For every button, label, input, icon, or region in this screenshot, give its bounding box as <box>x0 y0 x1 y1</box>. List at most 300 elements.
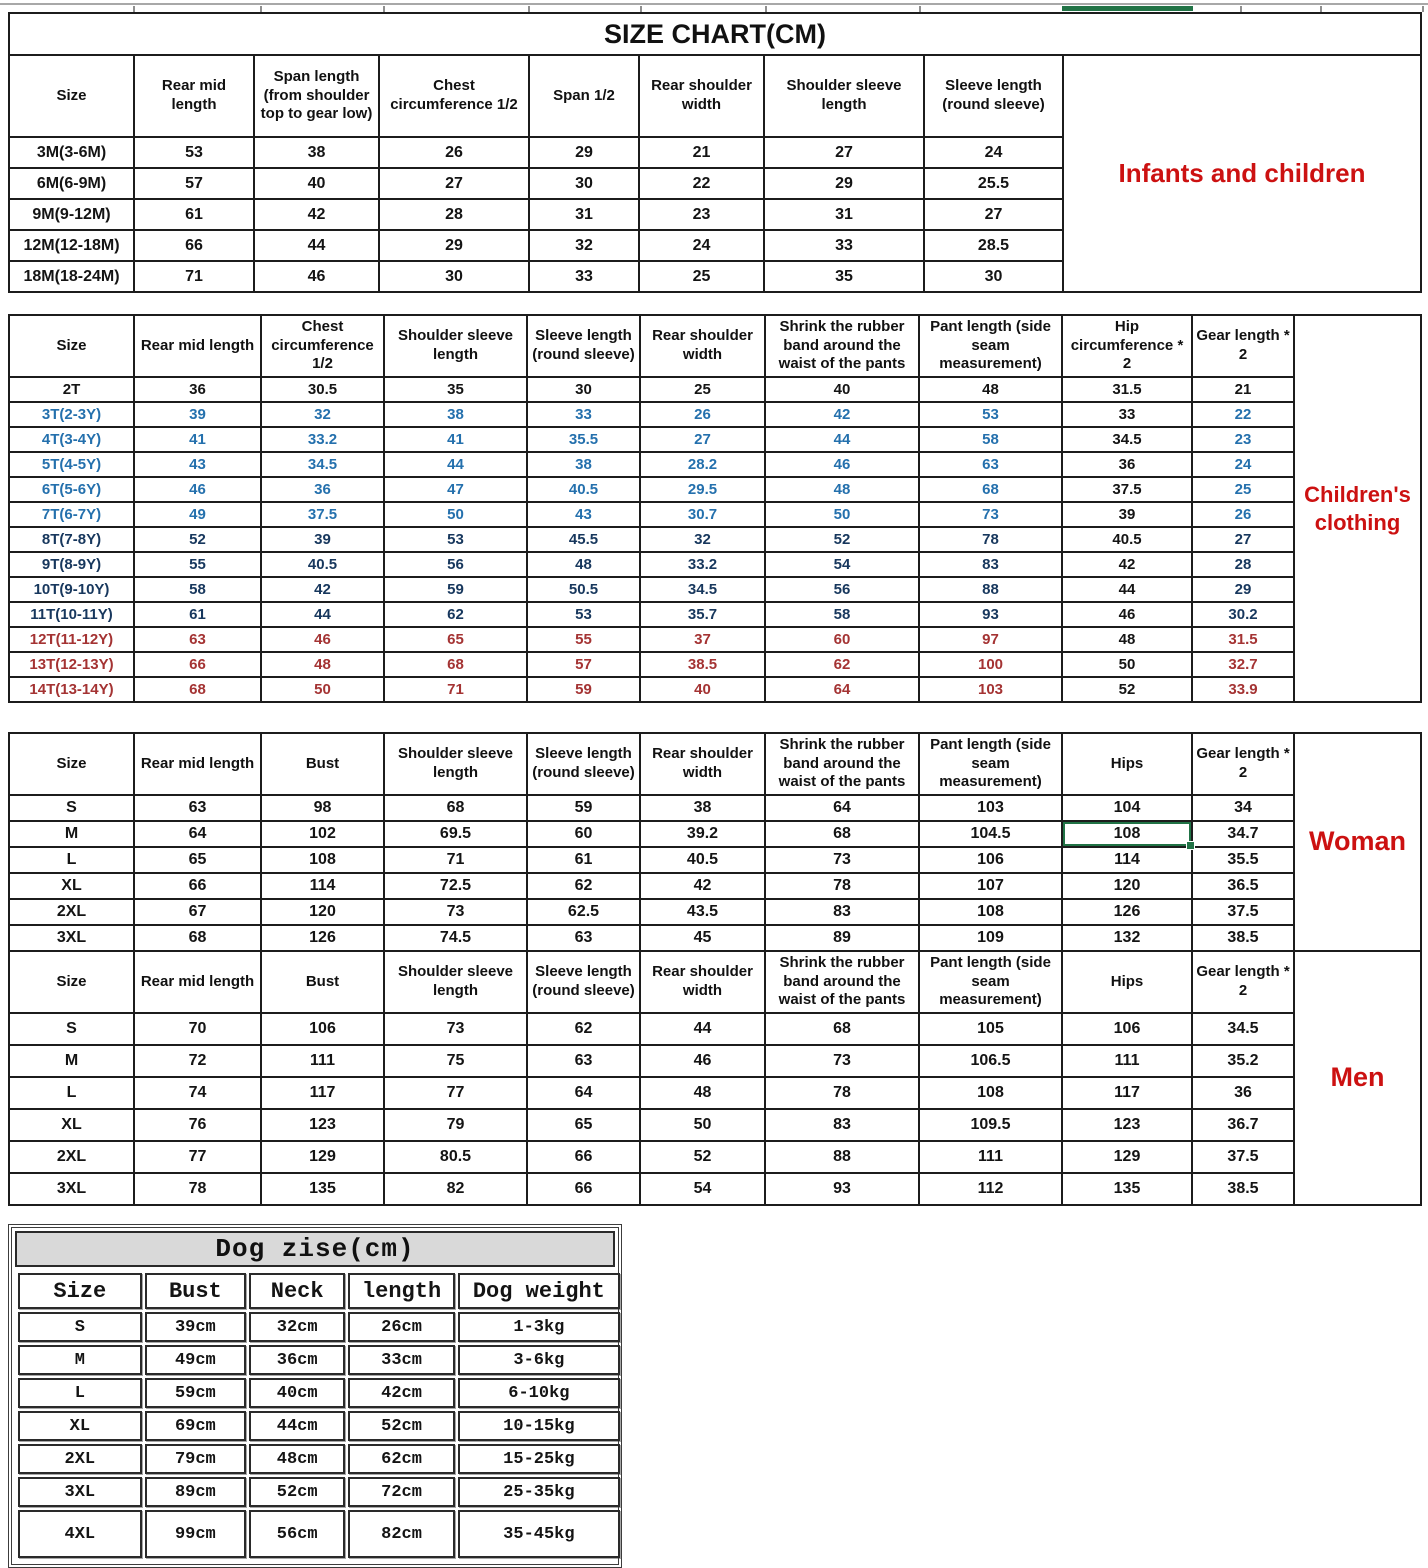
column-header: Chest circumference 1/2 <box>379 55 529 137</box>
table-row <box>9 402 1294 427</box>
table-cell: 44cm <box>249 1411 345 1441</box>
table-cell: 78 <box>919 527 1062 552</box>
table-cell: 52cm <box>249 1477 345 1507</box>
table-cell: 3XL <box>9 1173 134 1205</box>
table-row <box>9 899 1294 925</box>
table-row <box>9 261 1063 292</box>
table-cell: 53 <box>134 137 254 168</box>
table-cell: 50 <box>765 502 919 527</box>
table-cell: 52 <box>134 527 261 552</box>
table-cell: 58 <box>134 577 261 602</box>
men-section-label: Men <box>1293 950 1422 1206</box>
table-cell: 55 <box>134 552 261 577</box>
table-cell: S <box>18 1312 142 1342</box>
table-cell: 63 <box>134 795 261 821</box>
header-row <box>18 1273 620 1309</box>
table-cell: 59 <box>384 577 527 602</box>
table-cell: 100 <box>919 652 1062 677</box>
table-cell: 46 <box>1062 602 1192 627</box>
table-row <box>9 1173 1294 1205</box>
table-cell: 45.5 <box>527 527 640 552</box>
table-cell: 46 <box>765 452 919 477</box>
table-cell: 61 <box>134 199 254 230</box>
column-header: Size <box>9 55 134 137</box>
table-cell: 39 <box>1062 502 1192 527</box>
table-row <box>9 1045 1294 1077</box>
table-cell: 64 <box>765 795 919 821</box>
table-cell: 28.2 <box>640 452 765 477</box>
table-cell: 99cm <box>145 1510 246 1558</box>
table-cell: 70 <box>134 1013 261 1045</box>
table-cell: 106 <box>261 1013 384 1045</box>
table-cell: 30.2 <box>1192 602 1294 627</box>
infants-section-label: Infants and children <box>1062 54 1422 293</box>
table-cell: 32cm <box>249 1312 345 1342</box>
table-cell: 14T(13-14Y) <box>9 677 134 702</box>
table-cell: 79 <box>384 1109 527 1141</box>
table-cell: 36 <box>134 377 261 402</box>
table-row <box>9 652 1294 677</box>
table-cell: 32 <box>640 527 765 552</box>
table-cell: 7T(6-7Y) <box>9 502 134 527</box>
table-cell: 40 <box>254 168 379 199</box>
table-cell: 74 <box>134 1077 261 1109</box>
table-row <box>18 1312 620 1342</box>
table-cell: 27 <box>1192 527 1294 552</box>
table-cell: 65 <box>527 1109 640 1141</box>
column-header: Size <box>9 315 134 377</box>
table-cell: 62cm <box>348 1444 454 1474</box>
table-cell: 62 <box>527 873 640 899</box>
table-cell: 52 <box>640 1141 765 1173</box>
table-row <box>9 230 1063 261</box>
table-cell: 35 <box>764 261 924 292</box>
table-cell: 63 <box>527 1045 640 1077</box>
column-header: Rear mid length <box>134 951 261 1013</box>
table-cell: 120 <box>1062 873 1192 899</box>
table-cell: 61 <box>527 847 640 873</box>
table-cell: 33 <box>529 261 639 292</box>
table-row <box>9 199 1063 230</box>
table-cell: 38 <box>527 452 640 477</box>
table-cell: L <box>18 1378 142 1408</box>
table-cell: 66 <box>134 230 254 261</box>
table-cell: 63 <box>527 925 640 951</box>
table-cell: 42 <box>261 577 384 602</box>
table-cell: 126 <box>261 925 384 951</box>
column-header: Hip circumference * 2 <box>1062 315 1192 377</box>
table-cell: 50 <box>384 502 527 527</box>
table-cell: 108 <box>261 847 384 873</box>
table-cell: 64 <box>765 677 919 702</box>
table-cell: 129 <box>1062 1141 1192 1173</box>
table-cell: 33.2 <box>261 427 384 452</box>
table-cell: 24 <box>924 137 1063 168</box>
table-cell: 68 <box>384 652 527 677</box>
table-cell: 23 <box>1192 427 1294 452</box>
table-cell: 30 <box>924 261 1063 292</box>
table-cell: 42 <box>765 402 919 427</box>
table-cell: 38 <box>254 137 379 168</box>
table-cell: 58 <box>765 602 919 627</box>
column-header: Size <box>9 951 134 1013</box>
table-cell: 25 <box>1192 477 1294 502</box>
table-row <box>18 1444 620 1474</box>
table-cell: 33.9 <box>1192 677 1294 702</box>
table-cell: 56 <box>765 577 919 602</box>
column-header: Size <box>9 733 134 795</box>
table-row <box>9 627 1294 652</box>
table-cell: 35.5 <box>527 427 640 452</box>
table-row <box>9 552 1294 577</box>
column-header: Shrink the rubber band around the waist of the pants <box>765 315 919 377</box>
table-cell: 107 <box>919 873 1062 899</box>
table-cell: 83 <box>765 1109 919 1141</box>
table-cell: 42 <box>254 199 379 230</box>
table-cell: 35.5 <box>1192 847 1294 873</box>
table-cell: 66 <box>134 652 261 677</box>
table-cell: 88 <box>919 577 1062 602</box>
table-cell: 25.5 <box>924 168 1063 199</box>
table-cell: 36cm <box>249 1345 345 1375</box>
header-row <box>9 733 1294 795</box>
table-cell: 40cm <box>249 1378 345 1408</box>
table-cell: 27 <box>640 427 765 452</box>
table-cell: 48 <box>261 652 384 677</box>
column-header: Sleeve length (round sleeve) <box>527 733 640 795</box>
column-header: Chest circumference 1/2 <box>261 315 384 377</box>
table-cell: 48 <box>527 552 640 577</box>
table-cell: 35-45kg <box>458 1510 620 1558</box>
table-cell: 108 <box>919 899 1062 925</box>
spreadsheet-grid-top-edge <box>0 3 1428 5</box>
table-cell: 46 <box>134 477 261 502</box>
table-cell: 98 <box>261 795 384 821</box>
table-cell: L <box>9 847 134 873</box>
table-cell: 64 <box>134 821 261 847</box>
table-cell: 36 <box>1192 1077 1294 1109</box>
table-cell: 103 <box>919 795 1062 821</box>
table-cell: 88 <box>765 1141 919 1173</box>
column-header: Sleeve length (round sleeve) <box>527 951 640 1013</box>
column-header: Pant length (side seam measurement) <box>919 315 1062 377</box>
table-cell: 59 <box>527 795 640 821</box>
table-cell: 12T(11-12Y) <box>9 627 134 652</box>
column-header: Dog weight <box>458 1273 620 1309</box>
table-cell: 52cm <box>348 1411 454 1441</box>
table-cell: 78 <box>134 1173 261 1205</box>
table-cell: 47 <box>384 477 527 502</box>
dog-size-section <box>8 1224 622 1568</box>
table-cell: 104.5 <box>919 821 1062 847</box>
table-cell: 50.5 <box>527 577 640 602</box>
column-header: Hips <box>1062 951 1192 1013</box>
column-header: Rear shoulder width <box>640 951 765 1013</box>
column-header: Rear shoulder width <box>640 315 765 377</box>
table-cell: XL <box>9 1109 134 1141</box>
table-cell: 78 <box>765 873 919 899</box>
table-cell: 114 <box>261 873 384 899</box>
column-header: Shoulder sleeve length <box>384 733 527 795</box>
table-cell: 27 <box>379 168 529 199</box>
table-cell: 31 <box>529 199 639 230</box>
table-cell: 53 <box>384 527 527 552</box>
table-row <box>9 477 1294 502</box>
table-row <box>9 1141 1294 1173</box>
table-cell: 44 <box>640 1013 765 1045</box>
table-cell: 9T(8-9Y) <box>9 552 134 577</box>
column-header: Shoulder sleeve length <box>384 315 527 377</box>
table-cell: 28 <box>379 199 529 230</box>
table-cell: S <box>9 1013 134 1045</box>
table-cell: 48 <box>1062 627 1192 652</box>
table-row <box>18 1345 620 1375</box>
column-header: Rear mid length <box>134 55 254 137</box>
table-cell: 39 <box>134 402 261 427</box>
table-cell: 40 <box>640 677 765 702</box>
dog-size-table <box>15 1270 623 1561</box>
table-cell: 2T <box>9 377 134 402</box>
table-cell: 11T(10-11Y) <box>9 602 134 627</box>
table-cell: 38.5 <box>1192 1173 1294 1205</box>
table-cell: 27 <box>764 137 924 168</box>
table-cell: 76 <box>134 1109 261 1141</box>
table-cell: 3-6kg <box>458 1345 620 1375</box>
table-cell: M <box>18 1345 142 1375</box>
table-row <box>18 1477 620 1507</box>
table-cell: 23 <box>639 199 764 230</box>
table-cell: 29 <box>764 168 924 199</box>
table-cell: 73 <box>765 847 919 873</box>
table-cell: 66 <box>134 873 261 899</box>
table-cell: 41 <box>134 427 261 452</box>
selected-column-indicator <box>1062 6 1193 11</box>
table-cell: 30 <box>527 377 640 402</box>
column-header: Shrink the rubber band around the waist of the pants <box>765 733 919 795</box>
table-cell: 3XL <box>9 925 134 951</box>
table-cell: 46 <box>254 261 379 292</box>
table-cell: 52 <box>765 527 919 552</box>
table-cell: 12M(12-18M) <box>9 230 134 261</box>
table-cell: 63 <box>134 627 261 652</box>
table-cell: 40.5 <box>261 552 384 577</box>
table-cell: 62.5 <box>527 899 640 925</box>
table-cell: 40.5 <box>640 847 765 873</box>
table-cell: 34.5 <box>640 577 765 602</box>
table-cell: 69cm <box>145 1411 246 1441</box>
column-header: Gear length * 2 <box>1192 951 1294 1013</box>
table-cell: 48 <box>765 477 919 502</box>
table-cell: 111 <box>1062 1045 1192 1077</box>
table-cell: 25 <box>640 377 765 402</box>
table-cell: 33cm <box>348 1345 454 1375</box>
column-header: Span length (from shoulder top to gear low) <box>254 55 379 137</box>
table-cell: 44 <box>765 427 919 452</box>
column-header: Shoulder sleeve length <box>764 55 924 137</box>
table-cell: 45 <box>640 925 765 951</box>
table-row <box>9 137 1063 168</box>
selected-cell: 108 <box>1062 821 1192 847</box>
table-cell: 71 <box>384 847 527 873</box>
table-cell: 6-10kg <box>458 1378 620 1408</box>
table-cell: 3M(3-6M) <box>9 137 134 168</box>
table-cell: 39cm <box>145 1312 246 1342</box>
table-cell: 39 <box>261 527 384 552</box>
table-cell: 75 <box>384 1045 527 1077</box>
table-row <box>9 795 1294 821</box>
table-cell: 117 <box>261 1077 384 1109</box>
table-cell: 105 <box>919 1013 1062 1045</box>
table-cell: 36 <box>1062 452 1192 477</box>
table-cell: 25 <box>639 261 764 292</box>
table-cell: 40 <box>765 377 919 402</box>
table-cell: 104 <box>1062 795 1192 821</box>
table-cell: 42 <box>640 873 765 899</box>
table-cell: 40.5 <box>1062 527 1192 552</box>
table-cell: 21 <box>639 137 764 168</box>
table-row <box>18 1411 620 1441</box>
column-header: Sleeve length (round sleeve) <box>527 315 640 377</box>
column-header: Shrink the rubber band around the waist of the pants <box>765 951 919 1013</box>
table-cell: 97 <box>919 627 1062 652</box>
table-cell: 72 <box>134 1045 261 1077</box>
table-cell: 71 <box>384 677 527 702</box>
table-cell: 44 <box>254 230 379 261</box>
table-row <box>9 677 1294 702</box>
table-cell: 43 <box>134 452 261 477</box>
table-cell: 2XL <box>9 1141 134 1173</box>
table-cell: 8T(7-8Y) <box>9 527 134 552</box>
men-section <box>8 950 1422 1206</box>
size-chart-title: SIZE CHART(CM) <box>8 12 1422 56</box>
table-cell: 68 <box>919 477 1062 502</box>
table-cell: 34.7 <box>1192 821 1294 847</box>
table-row <box>9 427 1294 452</box>
column-header: Hips <box>1062 733 1192 795</box>
table-row <box>9 602 1294 627</box>
table-cell: 32 <box>261 402 384 427</box>
table-cell: 38 <box>640 795 765 821</box>
column-header: Rear mid length <box>134 733 261 795</box>
table-row <box>9 847 1294 873</box>
table-cell: 89 <box>765 925 919 951</box>
table-cell: 4XL <box>18 1510 142 1558</box>
table-cell: 10T(9-10Y) <box>9 577 134 602</box>
table-cell: 78 <box>765 1077 919 1109</box>
table-cell: 112 <box>919 1173 1062 1205</box>
table-cell: 33 <box>764 230 924 261</box>
table-cell: 27 <box>924 199 1063 230</box>
table-cell: 67 <box>134 899 261 925</box>
column-header: Pant length (side seam measurement) <box>919 951 1062 1013</box>
table-row <box>9 873 1294 899</box>
table-cell: 59 <box>527 677 640 702</box>
table-cell: 53 <box>919 402 1062 427</box>
table-cell: 132 <box>1062 925 1192 951</box>
table-cell: 77 <box>384 1077 527 1109</box>
table-cell: 72.5 <box>384 873 527 899</box>
column-header: Bust <box>261 951 384 1013</box>
column-header: Span 1/2 <box>529 55 639 137</box>
table-cell: 15-25kg <box>458 1444 620 1474</box>
table-cell: 66 <box>527 1141 640 1173</box>
table-cell: 65 <box>384 627 527 652</box>
table-cell: 109.5 <box>919 1109 1062 1141</box>
table-cell: 39.2 <box>640 821 765 847</box>
table-cell: 52 <box>1062 677 1192 702</box>
table-cell: 25-35kg <box>458 1477 620 1507</box>
column-header: Size <box>18 1273 142 1309</box>
table-cell: 83 <box>765 899 919 925</box>
column-header: Bust <box>261 733 384 795</box>
table-row <box>9 1077 1294 1109</box>
table-cell: 71 <box>134 261 254 292</box>
table-cell: 35.7 <box>640 602 765 627</box>
table-cell: 33 <box>527 402 640 427</box>
table-row <box>9 527 1294 552</box>
table-cell: 26 <box>1192 502 1294 527</box>
table-cell: 30 <box>529 168 639 199</box>
table-row <box>9 1013 1294 1045</box>
table-cell: 53 <box>527 602 640 627</box>
table-cell: 62 <box>527 1013 640 1045</box>
table-cell: 37 <box>640 627 765 652</box>
table-cell: 48 <box>640 1077 765 1109</box>
table-cell: 89cm <box>145 1477 246 1507</box>
table-cell: 102 <box>261 821 384 847</box>
table-cell: 36 <box>261 477 384 502</box>
table-cell: 57 <box>134 168 254 199</box>
table-cell: 114 <box>1062 847 1192 873</box>
table-cell: 43.5 <box>640 899 765 925</box>
table-cell: 4T(3-4Y) <box>9 427 134 452</box>
table-cell: 50 <box>1062 652 1192 677</box>
column-header: Bust <box>145 1273 246 1309</box>
infants-section <box>8 12 1422 293</box>
table-cell: 50 <box>261 677 384 702</box>
table-cell: 41 <box>384 427 527 452</box>
table-cell: 62 <box>384 602 527 627</box>
table-cell: 10-15kg <box>458 1411 620 1441</box>
table-cell: 60 <box>527 821 640 847</box>
table-cell: 33 <box>1062 402 1192 427</box>
table-cell: 32.7 <box>1192 652 1294 677</box>
children-section <box>8 314 1422 703</box>
table-cell: 57 <box>527 652 640 677</box>
table-cell: 24 <box>1192 452 1294 477</box>
table-row <box>18 1510 620 1558</box>
table-cell: 38 <box>384 402 527 427</box>
table-cell: 26cm <box>348 1312 454 1342</box>
table-cell: 56 <box>384 552 527 577</box>
column-header: Pant length (side seam measurement) <box>919 733 1062 795</box>
table-cell: 31 <box>764 199 924 230</box>
table-cell: 58 <box>919 427 1062 452</box>
table-cell: 69.5 <box>384 821 527 847</box>
column-header: length <box>348 1273 454 1309</box>
table-cell: 30 <box>379 261 529 292</box>
table-row <box>9 452 1294 477</box>
children-section-label: Children's clothing <box>1293 314 1422 703</box>
table-cell: 28 <box>1192 552 1294 577</box>
table-row <box>9 821 1294 847</box>
table-cell: 108 <box>919 1077 1062 1109</box>
column-header: Gear length * 2 <box>1192 733 1294 795</box>
table-cell: 62 <box>765 652 919 677</box>
table-cell: 21 <box>1192 377 1294 402</box>
table-cell: 31.5 <box>1192 627 1294 652</box>
table-cell: 117 <box>1062 1077 1192 1109</box>
